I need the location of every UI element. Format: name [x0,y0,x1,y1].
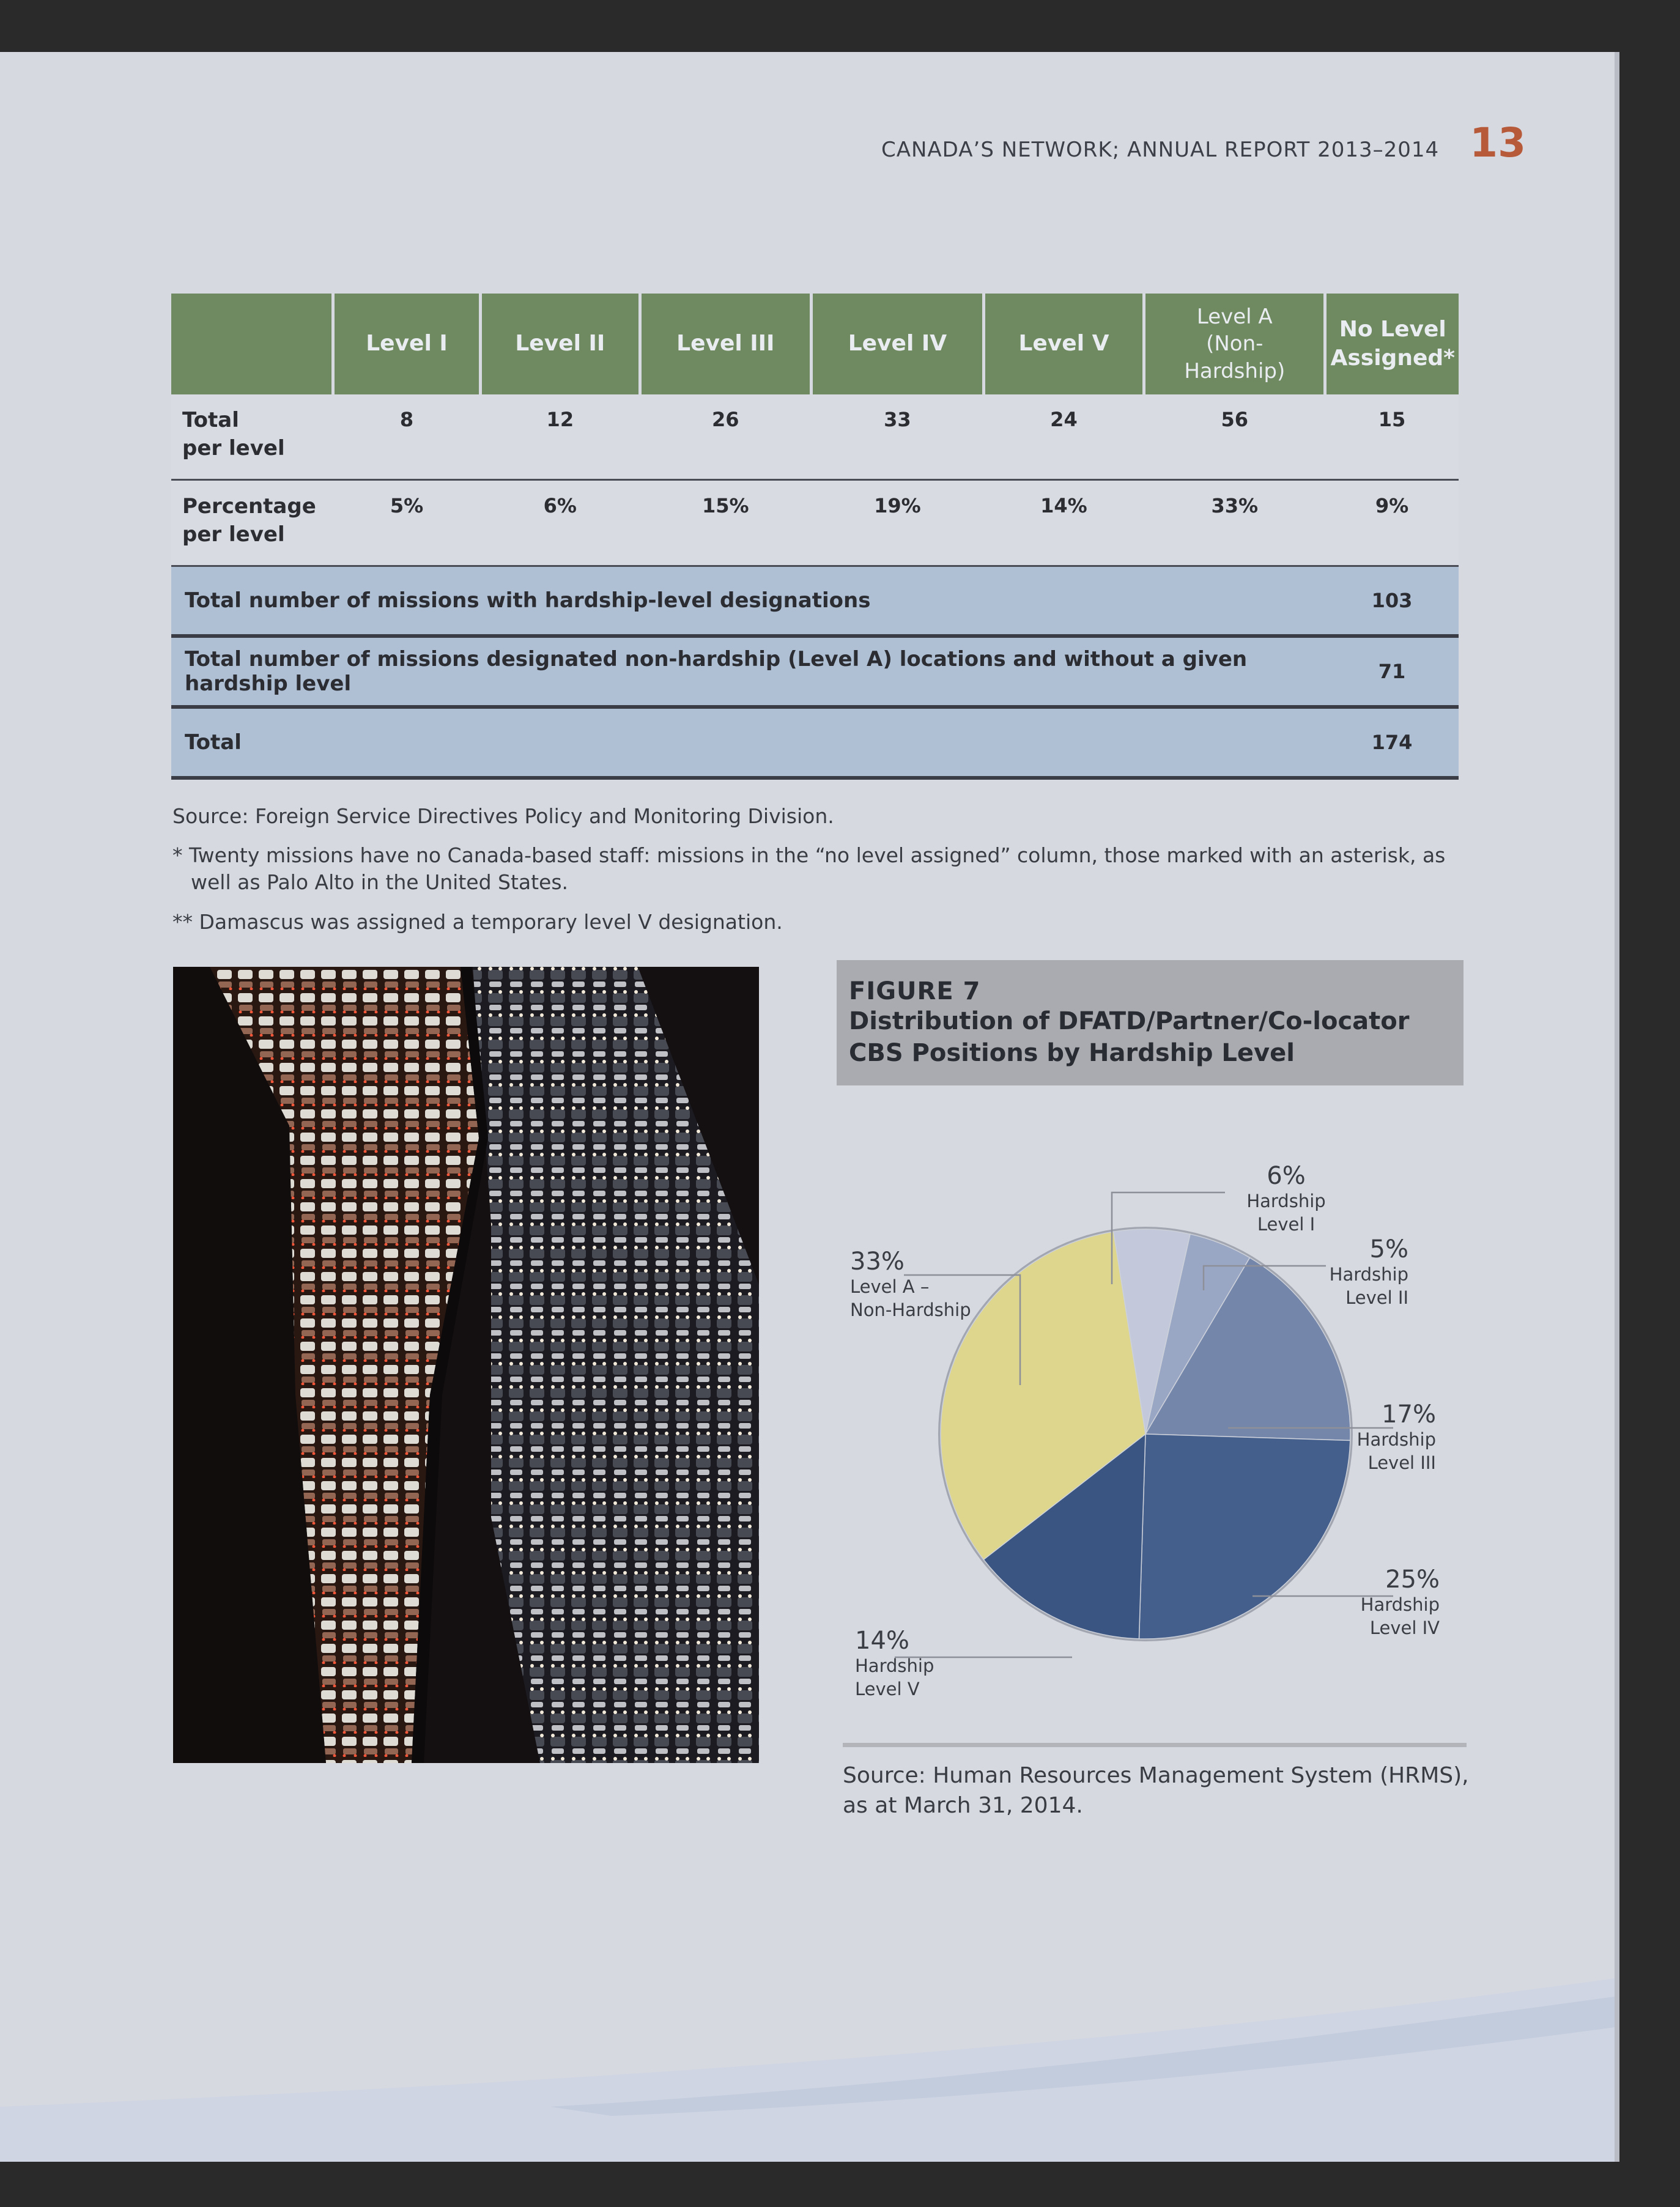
table-cell: 14% [983,480,1144,566]
row-header [171,480,333,566]
table-cell: 33 [811,394,983,480]
column-header [481,294,640,394]
column-header [1144,294,1325,394]
table-cell: 6% [481,480,640,566]
column-header-label: Assigned* [1330,345,1455,371]
slice-percent: 25% [1385,1566,1440,1594]
table-cell: 5% [333,480,481,566]
slice-percent: 17% [1382,1400,1436,1429]
slice-name: Hardship [1360,1594,1440,1615]
table-cell: 15 [1325,394,1459,480]
total-row-label: Total number of missions with hardship-level designations [171,566,1325,637]
slice-name: Level A – [850,1276,930,1297]
row-header [171,394,333,480]
table-cell: 26 [640,394,811,480]
figure-source: Source: Human Resources Management System (HRMS), as at March 31, 2014. [843,1763,1469,1818]
total-row-value: 71 [1325,636,1459,707]
row-header-line: per level [182,522,285,547]
report-title: CANADA’S NETWORK; ANNUAL REPORT 2013–2014 [881,138,1440,162]
table-row [171,480,1459,566]
traffic-photo [173,967,759,1763]
slice-name: Hardship [1246,1191,1326,1211]
decorative-swoosh [0,1905,1615,2162]
figure-divider [843,1743,1467,1747]
row-header-line: Total [182,408,239,432]
table-cell: 12 [481,394,640,480]
report-page [0,52,1619,2162]
slice-percent: 33% [850,1248,905,1276]
slice-name: Level III [1367,1452,1436,1473]
pie-label-level-a [850,1248,971,1322]
slice-name: Hardship [1329,1264,1408,1285]
footnote: ** Damascus was assigned a temporary level V designation. [172,909,783,934]
row-header-line: Percentage [182,494,316,519]
column-header-label: Level III [676,331,775,357]
figure-title: Distribution of DFATD/Partner/Co-locator CBS Positions by Hardship Level [849,1007,1410,1067]
slice-percent: 6% [1267,1162,1306,1190]
total-row [171,566,1459,637]
slice-name: Hardship [1356,1429,1436,1450]
column-header [640,294,811,394]
pie-label-level-v [855,1627,934,1701]
column-header [983,294,1144,394]
pie-label-level-i [1243,1162,1329,1236]
table-row [171,394,1459,480]
slice-name: Level IV [1369,1617,1440,1638]
pie-label-level-iii [1357,1400,1436,1474]
row-header-line: per level [182,435,285,460]
total-row-value: 174 [1325,707,1459,778]
slice-name: Hardship [855,1655,934,1676]
table-cell: 33% [1144,480,1325,566]
table-cell: 56 [1144,394,1325,480]
table-cell: 24 [983,394,1144,480]
total-row-value: 103 [1325,566,1459,637]
table-cell: 15% [640,480,811,566]
column-header [333,294,481,394]
table-notes [172,803,1457,948]
figure-label: FIGURE 7 [849,977,981,1005]
column-header [811,294,983,394]
total-row [171,707,1459,778]
table-source: Source: Foreign Service Directives Policy and Monitoring Division. [172,804,834,828]
column-header [1325,294,1459,394]
column-header-label: No Level [1339,316,1446,342]
slice-percent: 14% [855,1627,909,1655]
pie-slice-level-iv [1139,1434,1350,1639]
column-header-label: (Non- [1206,331,1264,357]
table-cell: 8 [333,394,481,480]
column-header-label: Level A [1196,305,1273,330]
slice-name: Level I [1257,1213,1316,1235]
column-header-label: Level IV [848,331,947,357]
total-row-label: Total number of missions designated non-hardship (Level A) locations and without a given hardship level [171,636,1325,707]
table-cell: 9% [1325,480,1459,566]
total-row-label: Total [171,707,1325,778]
slice-name: Level II [1345,1287,1408,1308]
total-row [171,636,1459,707]
column-header-label: Hardship) [1184,358,1286,383]
page-header [881,119,1526,166]
pie-label-level-ii [1330,1235,1408,1309]
table-cell: 19% [811,480,983,566]
slice-name: Non-Hardship [850,1299,971,1320]
footnote: * Twenty missions have no Canada-based staff: missions in the “no level assigned” column, those marked with an asterisk, as well as Palo Alto in the United States. [172,843,1446,895]
pie-chart [837,1104,1467,1734]
slice-percent: 5% [1369,1235,1408,1263]
column-header-label: Level V [1018,331,1109,357]
pie-label-level-iv [1361,1566,1440,1640]
slice-name: Level V [855,1678,920,1699]
table-header-row [171,294,1459,394]
page-number: 13 [1470,119,1526,166]
figure-title-box [837,960,1464,1085]
column-header-label: Level I [366,331,448,357]
column-header-label: Level II [515,331,605,357]
table-corner-cell [171,294,333,394]
hardship-level-table [171,294,1459,780]
